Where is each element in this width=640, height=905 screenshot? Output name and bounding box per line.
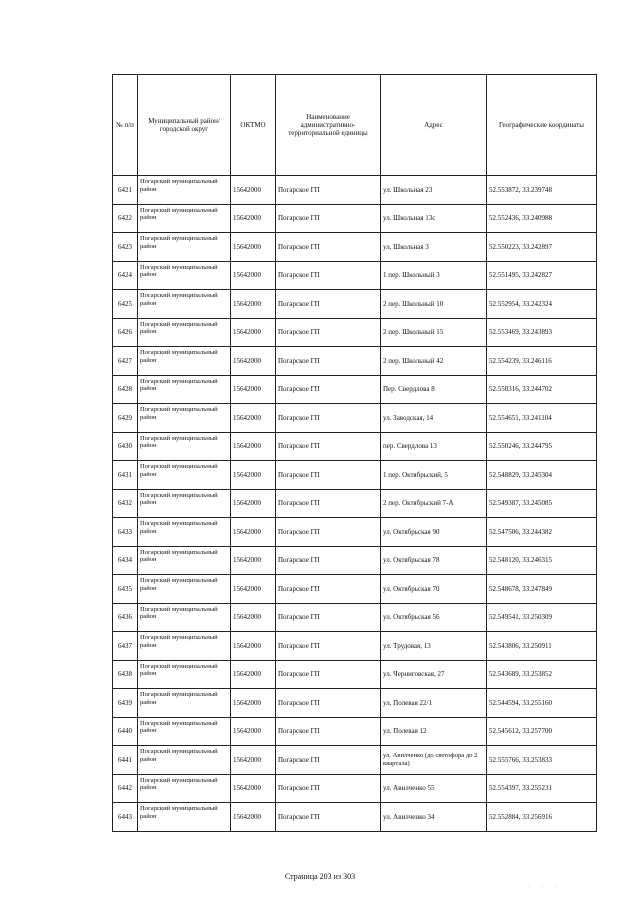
cell-coordinates: 52.550223, 33.242897 — [487, 233, 597, 262]
cell-address: ул. Трудовая, 13 — [381, 632, 487, 661]
cell-admin-unit: Погарское ГП — [276, 774, 381, 803]
cell-district: Погарский муниципальный район — [138, 803, 231, 832]
table-header — [113, 75, 597, 176]
table-row — [113, 432, 597, 461]
header-num: № п/п — [113, 75, 138, 176]
cell-coordinates: 52.544594, 33.255160 — [487, 689, 597, 718]
table-row — [113, 575, 597, 604]
cell-address: 2 пер. Октябрьский 7-А — [381, 489, 487, 518]
cell-district: Погарский муниципальный район — [138, 632, 231, 661]
cell-coordinates: 52.550246, 33.244795 — [487, 432, 597, 461]
cell-district: Погарский муниципальный район — [138, 261, 231, 290]
table-row — [113, 461, 597, 490]
cell-oktmo: 15642000 — [231, 404, 276, 433]
cell-coordinates: 52.547506, 33.244382 — [487, 518, 597, 547]
table-row — [113, 261, 597, 290]
cell-coordinates: 52.552884, 33.256916 — [487, 803, 597, 832]
cell-oktmo: 15642000 — [231, 233, 276, 262]
cell-coordinates: 52.555766, 33.253833 — [487, 746, 597, 775]
cell-coordinates: 52.543689, 33.253852 — [487, 660, 597, 689]
table-row — [113, 489, 597, 518]
cell-oktmo: 15642000 — [231, 603, 276, 632]
cell-district: Погарский муниципальный район — [138, 717, 231, 746]
cell-address: 2 пер. Школьный 10 — [381, 290, 487, 319]
cell-oktmo: 15642000 — [231, 632, 276, 661]
cell-district: Погарский муниципальный район — [138, 603, 231, 632]
cell-district: Погарский муниципальный район — [138, 489, 231, 518]
table-row — [113, 803, 597, 832]
cell-admin-unit: Погарское ГП — [276, 689, 381, 718]
cell-coordinates: 52.550316, 33.244702 — [487, 375, 597, 404]
table-row — [113, 518, 597, 547]
cell-num: 6423 — [113, 233, 138, 262]
cell-oktmo: 15642000 — [231, 689, 276, 718]
cell-num: 6433 — [113, 518, 138, 547]
cell-address: Пер. Свердлова 8 — [381, 375, 487, 404]
cell-admin-unit: Погарское ГП — [276, 746, 381, 775]
cell-district: Погарский муниципальный район — [138, 689, 231, 718]
cell-address: ул. Октябрьская 56 — [381, 603, 487, 632]
cell-coordinates: 52.548678, 33.247849 — [487, 575, 597, 604]
page-number: Страница 203 из 303 — [284, 872, 356, 881]
cell-admin-unit: Погарское ГП — [276, 717, 381, 746]
cell-admin-unit: Погарское ГП — [276, 204, 381, 233]
cell-coordinates: 52.552954, 33.242324 — [487, 290, 597, 319]
table-row — [113, 774, 597, 803]
cell-oktmo: 15642000 — [231, 518, 276, 547]
cell-num: 6437 — [113, 632, 138, 661]
cell-admin-unit: Погарское ГП — [276, 461, 381, 490]
cell-district: Погарский муниципальный район — [138, 233, 231, 262]
cell-district: Погарский муниципальный район — [138, 432, 231, 461]
cell-num: 6435 — [113, 575, 138, 604]
cell-admin-unit: Погарское ГП — [276, 347, 381, 376]
cell-coordinates: 52.549387, 33.245085 — [487, 489, 597, 518]
cell-num: 6427 — [113, 347, 138, 376]
cell-admin-unit: Погарское ГП — [276, 575, 381, 604]
cell-address: ул. Черниговская, 27 — [381, 660, 487, 689]
cell-num: 6436 — [113, 603, 138, 632]
cell-address: пер. Свердлова 13 — [381, 432, 487, 461]
cell-num: 6424 — [113, 261, 138, 290]
cell-num: 6430 — [113, 432, 138, 461]
cell-admin-unit: Погарское ГП — [276, 261, 381, 290]
cell-admin-unit: Погарское ГП — [276, 290, 381, 319]
cell-district: Погарский муниципальный район — [138, 746, 231, 775]
cell-oktmo: 15642000 — [231, 290, 276, 319]
cell-address: 2 пер. Школьный 15 — [381, 318, 487, 347]
cell-num: 6438 — [113, 660, 138, 689]
cell-district: Погарский муниципальный район — [138, 774, 231, 803]
cell-oktmo: 15642000 — [231, 774, 276, 803]
cell-address: ул. Полевая 22/1 — [381, 689, 487, 718]
cell-coordinates: 52.554239, 33.246116 — [487, 347, 597, 376]
table-row — [113, 347, 597, 376]
cell-coordinates: 52.548120, 33.246315 — [487, 546, 597, 575]
cell-district: Погарский муниципальный район — [138, 176, 231, 205]
cell-address: 2 пер. Школьный 42 — [381, 347, 487, 376]
header-address: Адрес — [381, 75, 487, 176]
cell-admin-unit: Погарское ГП — [276, 432, 381, 461]
table-row — [113, 746, 597, 775]
cell-address: ул. Заводская, 14 — [381, 404, 487, 433]
table-row — [113, 375, 597, 404]
cell-oktmo: 15642000 — [231, 318, 276, 347]
header-oktmo: ОКТМО — [231, 75, 276, 176]
table-row — [113, 660, 597, 689]
cell-coordinates: 52.543806, 33.250911 — [487, 632, 597, 661]
address-table — [112, 74, 597, 832]
cell-oktmo: 15642000 — [231, 746, 276, 775]
cell-oktmo: 15642000 — [231, 261, 276, 290]
cell-num: 6421 — [113, 176, 138, 205]
cell-admin-unit: Погарское ГП — [276, 233, 381, 262]
cell-num: 6439 — [113, 689, 138, 718]
cell-coordinates: 52.554651, 33.241104 — [487, 404, 597, 433]
cell-oktmo: 15642000 — [231, 204, 276, 233]
cell-num: 6440 — [113, 717, 138, 746]
header-district: Муниципальный район/городской округ — [138, 75, 231, 176]
cell-oktmo: 15642000 — [231, 432, 276, 461]
table-row — [113, 204, 597, 233]
table-row — [113, 233, 597, 262]
cell-admin-unit: Погарское ГП — [276, 603, 381, 632]
cell-oktmo: 15642000 — [231, 461, 276, 490]
cell-admin-unit: Погарское ГП — [276, 489, 381, 518]
cell-address: ул. Октябрьская 70 — [381, 575, 487, 604]
cell-oktmo: 15642000 — [231, 375, 276, 404]
cell-coordinates: 52.554397, 33.255231 — [487, 774, 597, 803]
table-row — [113, 689, 597, 718]
cell-oktmo: 15642000 — [231, 489, 276, 518]
cell-admin-unit: Погарское ГП — [276, 518, 381, 547]
cell-num: 6443 — [113, 803, 138, 832]
cell-oktmo: 15642000 — [231, 176, 276, 205]
cell-admin-unit: Погарское ГП — [276, 176, 381, 205]
cell-district: Погарский муниципальный район — [138, 546, 231, 575]
cell-oktmo: 15642000 — [231, 803, 276, 832]
cell-address: ул. Школьная 13с — [381, 204, 487, 233]
table-row — [113, 546, 597, 575]
table-row — [113, 632, 597, 661]
cell-district: Погарский муниципальный район — [138, 660, 231, 689]
cell-oktmo: 15642000 — [231, 575, 276, 604]
cell-num: 6442 — [113, 774, 138, 803]
cell-address: ул. Полевая 12 — [381, 717, 487, 746]
table-row — [113, 404, 597, 433]
table-row — [113, 603, 597, 632]
cell-coordinates: 52.549541, 33.250309 — [487, 603, 597, 632]
cell-num: 6429 — [113, 404, 138, 433]
cell-address: 1 пер. Школьный 3 — [381, 261, 487, 290]
table-row — [113, 717, 597, 746]
cell-coordinates: 52.552436, 33.240988 — [487, 204, 597, 233]
cell-district: Погарский муниципальный район — [138, 318, 231, 347]
cell-address: ул. Октябрьская 90 — [381, 518, 487, 547]
cell-oktmo: 15642000 — [231, 347, 276, 376]
table-row — [113, 176, 597, 205]
header-row — [113, 75, 597, 176]
header-admin-unit: Наименование административно-территориальной единицы — [276, 75, 381, 176]
cell-num: 6425 — [113, 290, 138, 319]
cell-admin-unit: Погарское ГП — [276, 318, 381, 347]
cell-address: ул. Октябрьская 78 — [381, 546, 487, 575]
cell-oktmo: 15642000 — [231, 660, 276, 689]
cell-district: Погарский муниципальный район — [138, 518, 231, 547]
cell-address: 1 пер. Октябрьский, 5 — [381, 461, 487, 490]
table-row — [113, 318, 597, 347]
cell-coordinates: 52.553872, 33.239748 — [487, 176, 597, 205]
cell-district: Погарский муниципальный район — [138, 347, 231, 376]
cell-num: 6441 — [113, 746, 138, 775]
cell-oktmo: 15642000 — [231, 546, 276, 575]
cell-district: Погарский муниципальный район — [138, 204, 231, 233]
header-coordinates: Географические координаты — [487, 75, 597, 176]
scan-speckles: · · · — [528, 884, 562, 890]
cell-address: ул. Школьная 23 — [381, 176, 487, 205]
cell-address: ул. Авилченко 34 — [381, 803, 487, 832]
cell-admin-unit: Погарское ГП — [276, 546, 381, 575]
cell-district: Погарский муниципальный район — [138, 404, 231, 433]
cell-admin-unit: Погарское ГП — [276, 632, 381, 661]
cell-num: 6428 — [113, 375, 138, 404]
cell-address: ул. Авилченко 55 — [381, 774, 487, 803]
cell-address: ул. Авилченко (до светофора до 2 квартала) — [381, 746, 487, 775]
cell-admin-unit: Погарское ГП — [276, 660, 381, 689]
cell-coordinates: 52.545612, 33.257700 — [487, 717, 597, 746]
cell-num: 6431 — [113, 461, 138, 490]
cell-num: 6426 — [113, 318, 138, 347]
table-row — [113, 290, 597, 319]
cell-district: Погарский муниципальный район — [138, 290, 231, 319]
cell-oktmo: 15642000 — [231, 717, 276, 746]
cell-admin-unit: Погарское ГП — [276, 375, 381, 404]
cell-district: Погарский муниципальный район — [138, 375, 231, 404]
cell-coordinates: 52.553469, 33.243893 — [487, 318, 597, 347]
cell-coordinates: 52.551495, 33.242827 — [487, 261, 597, 290]
cell-num: 6434 — [113, 546, 138, 575]
cell-coordinates: 52.548829, 33.245304 — [487, 461, 597, 490]
cell-address: ул. Школьная 3 — [381, 233, 487, 262]
cell-admin-unit: Погарское ГП — [276, 404, 381, 433]
cell-num: 6432 — [113, 489, 138, 518]
cell-admin-unit: Погарское ГП — [276, 803, 381, 832]
cell-num: 6422 — [113, 204, 138, 233]
table-body — [113, 176, 597, 832]
cell-district: Погарский муниципальный район — [138, 461, 231, 490]
cell-district: Погарский муниципальный район — [138, 575, 231, 604]
